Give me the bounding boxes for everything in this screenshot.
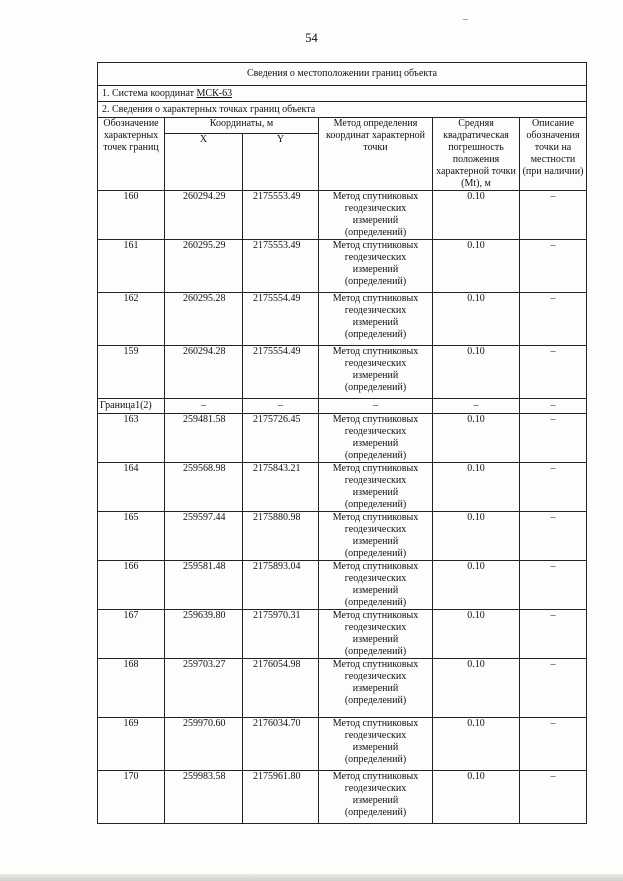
table-row [98, 718, 587, 771]
coordinate-system-value: МСК-63 [196, 87, 233, 99]
description-cell: – [520, 659, 587, 718]
table-row [98, 463, 587, 512]
page-number: 54 [305, 31, 318, 45]
description-cell: – [520, 610, 587, 659]
x-cell: 259639.80 [165, 610, 243, 659]
header-point: Обозначение характерных точек границ [98, 118, 165, 191]
header-method: Метод определения координат характерной точки [319, 118, 433, 191]
y-cell: – [243, 399, 319, 414]
point-cell: 166 [98, 561, 165, 610]
table-row [98, 240, 587, 293]
error-cell: 0.10 [433, 191, 520, 240]
error-cell: 0.10 [433, 718, 520, 771]
method-cell: – [319, 399, 433, 414]
table-row [98, 610, 587, 659]
table-row [98, 293, 587, 346]
description-cell: – [520, 346, 587, 399]
coordinate-system-line [98, 86, 587, 102]
x-cell: 259983.58 [165, 771, 243, 824]
header-error: Средняя квадратическая погрешность положения характерной точки (Mt), м [433, 118, 520, 191]
point-cell: 163 [98, 414, 165, 463]
method-cell: Метод спутниковых геодезических измерений (определений) [319, 240, 433, 293]
y-cell: 2175554.49 [243, 346, 319, 399]
table-title: Сведения о местоположении границ объекта [98, 63, 587, 86]
y-cell: 2175880.98 [243, 512, 319, 561]
section-heading: 2. Сведения о характерных точках границ объекта [98, 102, 587, 118]
description-cell: – [520, 718, 587, 771]
error-cell: 0.10 [433, 414, 520, 463]
x-cell: 259970.60 [165, 718, 243, 771]
x-cell: 260294.28 [165, 346, 243, 399]
x-cell: 259597.44 [165, 512, 243, 561]
description-cell: – [520, 293, 587, 346]
table-row [98, 191, 587, 240]
method-cell: Метод спутниковых геодезических измерений (определений) [319, 191, 433, 240]
y-cell: 2175554.49 [243, 293, 319, 346]
error-cell: – [433, 399, 520, 414]
table-row [98, 346, 587, 399]
x-cell: – [165, 399, 243, 414]
x-cell: 260294.29 [165, 191, 243, 240]
x-cell: 259568.98 [165, 463, 243, 512]
error-cell: 0.10 [433, 771, 520, 824]
description-cell: – [520, 191, 587, 240]
error-cell: 0.10 [433, 240, 520, 293]
header-x: X [165, 133, 243, 190]
header-y: Y [243, 133, 319, 190]
point-cell: 164 [98, 463, 165, 512]
table-row [98, 771, 587, 824]
x-cell: 259703.27 [165, 659, 243, 718]
method-cell: Метод спутниковых геодезических измерений (определений) [319, 610, 433, 659]
method-cell: Метод спутниковых геодезических измерений (определений) [319, 512, 433, 561]
y-cell: 2175893.04 [243, 561, 319, 610]
method-cell: Метод спутниковых геодезических измерений (определений) [319, 414, 433, 463]
y-cell: 2175553.49 [243, 191, 319, 240]
table-row [98, 414, 587, 463]
y-cell: 2175553.49 [243, 240, 319, 293]
error-cell: 0.10 [433, 659, 520, 718]
y-cell: 2175970.31 [243, 610, 319, 659]
method-cell: Метод спутниковых геодезических измерений (определений) [319, 718, 433, 771]
x-cell: 259481.58 [165, 414, 243, 463]
table-row [98, 659, 587, 718]
point-cell: 160 [98, 191, 165, 240]
description-cell: – [520, 399, 587, 414]
y-cell: 2175726.45 [243, 414, 319, 463]
error-cell: 0.10 [433, 293, 520, 346]
point-cell: 169 [98, 718, 165, 771]
table-row [98, 561, 587, 610]
border-name-cell: Граница1(2) [98, 399, 165, 414]
error-cell: 0.10 [433, 561, 520, 610]
x-cell: 259581.48 [165, 561, 243, 610]
error-cell: 0.10 [433, 463, 520, 512]
page-top-mark: – [463, 14, 468, 25]
method-cell: Метод спутниковых геодезических измерений (определений) [319, 659, 433, 718]
description-cell: – [520, 414, 587, 463]
point-cell: 161 [98, 240, 165, 293]
method-cell: Метод спутниковых геодезических измерений (определений) [319, 771, 433, 824]
method-cell: Метод спутниковых геодезических измерений (определений) [319, 561, 433, 610]
border-separator-row [98, 399, 587, 414]
method-cell: Метод спутниковых геодезических измерений (определений) [319, 346, 433, 399]
y-cell: 2175961.80 [243, 771, 319, 824]
coordinate-system-label: 1. Система координат [102, 87, 197, 99]
method-cell: Метод спутниковых геодезических измерений (определений) [319, 293, 433, 346]
x-cell: 260295.28 [165, 293, 243, 346]
y-cell: 2175843.21 [243, 463, 319, 512]
description-cell: – [520, 771, 587, 824]
boundary-points-table [97, 62, 587, 824]
error-cell: 0.10 [433, 610, 520, 659]
description-cell: – [520, 463, 587, 512]
scan-bottom-edge [0, 874, 623, 881]
y-cell: 2176054.98 [243, 659, 319, 718]
description-cell: – [520, 512, 587, 561]
header-coordinates: Координаты, м [165, 118, 319, 134]
description-cell: – [520, 561, 587, 610]
x-cell: 260295.29 [165, 240, 243, 293]
table-row [98, 512, 587, 561]
error-cell: 0.10 [433, 346, 520, 399]
description-cell: – [520, 240, 587, 293]
point-cell: 167 [98, 610, 165, 659]
point-cell: 159 [98, 346, 165, 399]
header-description: Описание обозначения точки на местности (при наличии) [520, 118, 587, 191]
y-cell: 2176034.70 [243, 718, 319, 771]
point-cell: 165 [98, 512, 165, 561]
method-cell: Метод спутниковых геодезических измерений (определений) [319, 463, 433, 512]
point-cell: 162 [98, 293, 165, 346]
error-cell: 0.10 [433, 512, 520, 561]
point-cell: 168 [98, 659, 165, 718]
point-cell: 170 [98, 771, 165, 824]
